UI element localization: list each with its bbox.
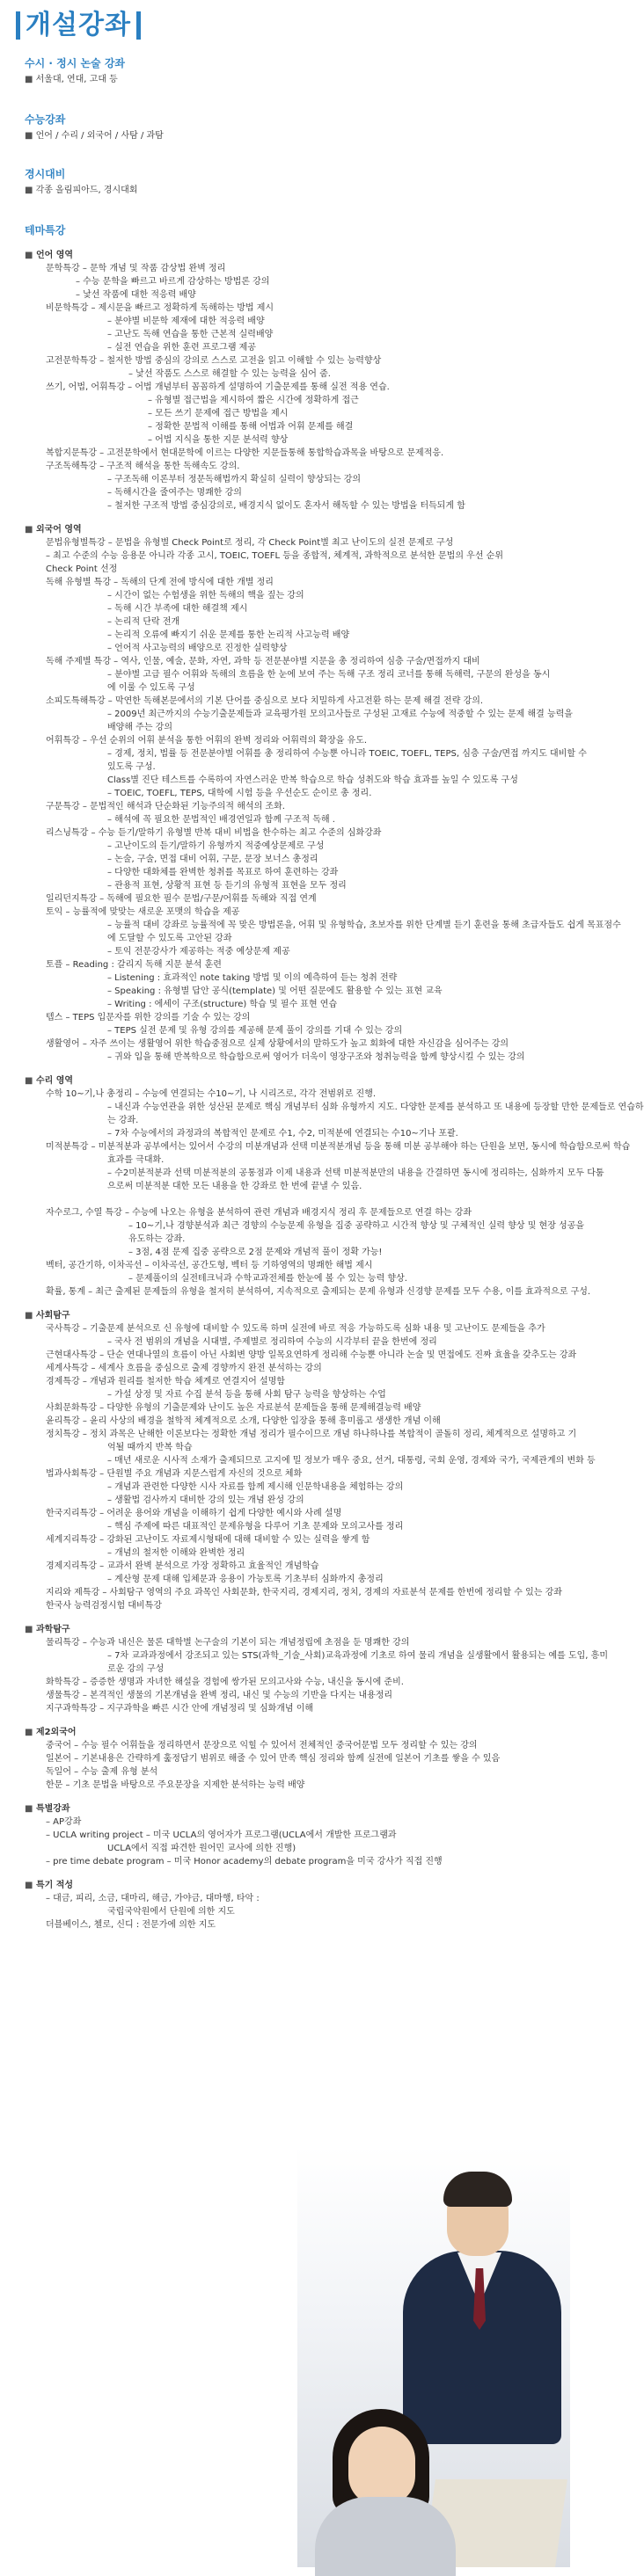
theme-block	[25, 1802, 561, 1868]
theme-line: 복합지문특강 – 고전문학에서 현대문학에 이르는 다양한 지문들통해 통합학습과목을 바탕으로 문제적응.	[46, 448, 444, 458]
theme-line: 세계지리특강 – 강화된 고난이도 자료제시형태에 대해 대비할 수 있는 실력을 쌓게 함	[46, 1535, 370, 1545]
theme-line: 벡터, 공간기하, 이차곡선 – 이차곡선, 공간도형, 벡터 등 기하영역의 명쾌한 해법 제시	[46, 1261, 373, 1270]
title-area	[16, 7, 141, 44]
theme-line: 고전문학특강 – 철저한 방법 중심의 강의로 스스로 고전을 읽고 이해할 수 있는 능력향상	[46, 356, 382, 366]
theme-line: 생물특강 – 본격적인 생물의 기본개념을 완벽 정리, 내신 및 수능의 기반을 다지는 내용정리	[46, 1691, 393, 1700]
theme-line: 에 이룰 수 있도록 구성	[107, 683, 195, 693]
theme-line: 로운 강의 구성	[107, 1664, 165, 1674]
theme-block	[25, 1623, 608, 1715]
theme-line: 리스닝특강 – 수능 듣기/말하기 유형별 반복 대비 비법을 한수하는 최고 수준의 심화강좌	[46, 828, 382, 838]
section-sushi	[25, 56, 125, 86]
theme-line: 일리던지특강 – 독해에 필요한 필수 문법/구문/어휘를 독해와 직접 연계	[46, 894, 317, 904]
theme-line: 독일어 – 수능 출제 유형 분석	[46, 1767, 158, 1777]
theme-line: – 시간이 없는 수험생을 위한 독해의 핵을 짚는 강의	[107, 591, 304, 600]
theme-line: – Listening : 효과적인 note taking 방법 및 이의 예측하여 듣는 청취 전략	[107, 973, 398, 983]
theme-line: – 언어적 사고능력의 배양으로 진정한 실력향상	[107, 644, 288, 653]
theme-line: 문법유형별특강 – 문법을 유형별 Check Point로 정리, 각 Check Point별 최고 난이도의 실전 문제로 구성	[46, 538, 454, 548]
theme-line: – 7차 교과과정에서 강조되고 있는 STS(과학_기술_사회)교육과정에 기초로 하여 물리 개념을 실생활에서 활용되는 예를 도입, 흥미	[107, 1651, 608, 1661]
theme-line: 있도록 구성.	[107, 762, 156, 772]
theme-line: – 내신과 수능연관을 위한 성산된 문제로 핵심 개념부터 심화 유형까지 지도. 다양한 문제를 분석하고 또 내용에 등장할 만한 문제들로 연습하	[107, 1102, 644, 1112]
theme-line: 독해 주제별 특강 – 역사, 인물, 예술, 문화, 자연, 과학 등 전문분야별 지문을 총 정리하여 심층 구술/면접까지 대비	[46, 657, 480, 666]
theme-line: 억될 때까지 반복 학습	[107, 1443, 193, 1452]
theme-line: – 해석에 꼭 필요한 문법적인 배경연일과 함께 구조적 독해 .	[107, 815, 335, 825]
theme-line: – 경제, 정치, 법률 등 전문분야별 어휘를 총 정리하여 수능뿐 아니라 TOEIC, TOEFL, TEPS, 심층 구술/면접 까지도 대비할 수	[107, 749, 587, 759]
square-bullet-icon: ■	[25, 1625, 36, 1634]
theme-block	[25, 249, 561, 513]
theme-line: 수학 10~기,나 총정리 – 수능에 연결되는 수10~기, 나 시리즈로, 각각 전범위로 진행.	[46, 1089, 377, 1099]
square-bullet-icon: ■	[25, 1311, 36, 1321]
theme-line: – 다양한 대화체를 완벽한 청취를 목표로 하여 훈련하는 강좌	[107, 868, 339, 877]
theme-line: 한국지리특강 – 어려운 용어와 개념을 이해하기 쉽게 다양한 예시와 사례 설명	[46, 1509, 342, 1518]
section-desc: ■ 언어 / 수리 / 외국어 / 사탐 / 과탐	[25, 131, 164, 141]
square-bullet-icon: ■	[25, 131, 36, 141]
theme-line: – 3점, 4점 문제 집중 공략으로 2점 문제와 개념적 풀이 정확 가능!	[128, 1248, 383, 1257]
theme-line: 구조독해특강 – 구조적 해석을 통한 독해속도 강의.	[46, 462, 240, 471]
page-title: 개설강좌	[26, 10, 131, 40]
theme-line: – TOEIC, TOEFL, TEPS, 대학에 시험 등을 우선순도 순이로 총 정리.	[107, 789, 372, 798]
theme-line: 텝스 – TEPS 입문자를 위한 강의를 기술 수 있는 강의	[46, 1013, 251, 1022]
theme-line: – 수2미분적분과 선택 미분적분의 공통점과 이제 내용과 선택 미분적분만의 내용을 간결하면 동시에 정리하는, 심화까지 모두 다툼	[107, 1168, 604, 1178]
theme-blocks	[25, 249, 644, 1932]
theme-line: – 분야별 비문학 제재에 대한 적응력 배양	[107, 317, 265, 326]
theme-line: 에 도달할 수 있도록 고안된 강좌	[107, 934, 232, 943]
theme-line: – 관용적 표현, 상황적 표현 등 듣기의 유형적 표현을 모두 정리	[107, 881, 347, 891]
theme-line: – 2009년 최근까지의 수능기출문제들과 교육평가원 모의고사들로 구성된 고재료 수능에 적중할 수 있는 문제 해결 능력을	[107, 709, 573, 719]
theme-line: – 귀와 입을 통해 반복학으로 학습함으로써 영어가 더욱이 영장구조와 청취능력을 함께 향상시킬 수 있는 강의	[107, 1052, 525, 1062]
theme-category: ■ 수리 영역	[25, 1076, 74, 1086]
theme-category: ■ 제2외국어	[25, 1728, 77, 1737]
theme-line: 윤리특강 – 윤리 사상의 배경을 철학적 체계적으로 소개, 다양한 입장을 통해 흥미롭고 생생한 개념 이해	[46, 1416, 441, 1426]
section-heading: 수시 · 정시 논술 강좌	[25, 57, 126, 69]
theme-line: – 구조독해 이론부터 정문독해법까지 확실히 실력이 향상되는 강의	[107, 475, 362, 484]
theme-line: – pre time debate program – 미국 Honor academy의 debate program을 미국 강사가 직접 진행	[46, 1857, 443, 1867]
theme-line: – 계산형 문제 대해 입체문과 응용이 가능토록 기초부터 심화까지 총정리	[107, 1575, 384, 1584]
theme-line: 더블베이스, 첼로, 신디 : 전문가에 의한 지도	[46, 1920, 216, 1930]
theme-line: 근현대사특강 – 단순 연대나열의 흐름이 아닌 사회변 양방 일목요연하게 정리해 수능뿐 아니라 논술 및 면접에도 진짜 효율을 갖추도는 강좌	[46, 1350, 577, 1360]
theme-category: ■ 특기 적성	[25, 1881, 74, 1890]
theme-line: 세계사특강 – 세계사 흐름을 중심으로 출제 경향까지 완전 분석하는 강의	[46, 1364, 322, 1373]
square-bullet-icon: ■	[25, 186, 36, 195]
section-suneung	[25, 113, 164, 142]
theme-line: – 모든 쓰기 문제에 접근 방법을 제시	[148, 409, 289, 418]
theme-line: 물리특강 – 수능과 내신은 물론 대학별 논구술의 기본이 되는 개념정립에 초점을 둔 명쾌한 강의	[46, 1638, 410, 1648]
theme-line: – 생활법 검사까지 대비한 강의 있는 개념 완성 강의	[107, 1495, 304, 1505]
theme-line: 비문학특강 – 제시문을 빠르고 정확하게 독해하는 방법 제시	[46, 303, 274, 313]
theme-line: 유도하는 강좌.	[128, 1234, 186, 1244]
theme-line: – 어법 지식을 통한 지문 분석력 향상	[148, 435, 289, 445]
theme-line: 경제지리특강 – 교과서 완벽 분석으로 가장 정확하고 효율적인 개념학습	[46, 1561, 319, 1571]
theme-line: Class별 진단 테스트를 수록하여 자연스러운 반복 학습으로 학습 성취도와 학습 효과를 높일 수 있도록 구성	[107, 775, 518, 785]
theme-line: – 핵심 주제에 따른 대표적인 문제유형을 다루어 기초 문제와 모의고사를 정리	[107, 1522, 404, 1532]
title-bar-left	[16, 11, 20, 40]
theme-block	[25, 1726, 561, 1792]
theme-line: – 능률적 대비 강좌로 능률적에 꼭 맞은 방법론을, 어휘 및 유형학습, 초보자를 위한 단계별 듣기 훈련을 통해 초급자들도 쉽게 목표점수	[107, 921, 621, 930]
theme-line: 정치특강 – 정치 과목은 난해한 이론보다는 정확한 개념 정리가 필수이므로 개념 하나하나를 복합적이 골돌히 정리, 체계적으로 설명하고 기	[46, 1430, 577, 1439]
section-contest	[25, 167, 137, 197]
theme-line: 토플 – Reading : 갈리지 독해 지문 분석 훈련	[46, 960, 222, 970]
theme-line: 구문특강 – 문법적인 해석과 단순화된 기능주의적 해석의 조화.	[46, 802, 285, 811]
square-bullet-icon: ■	[25, 1881, 36, 1890]
theme-line: – 국사 전 범위의 개념을 시대별, 주제별로 정리하여 수능의 시각부터 끝을 한번에 정리	[107, 1337, 437, 1347]
square-bullet-icon: ■	[25, 1804, 36, 1814]
theme-block	[25, 523, 621, 1064]
theme-line: – 매년 새로운 시사적 소재가 출제되므로 고지에 밀 정보가 매우 중요, 선거, 대통령, 국회 운영, 경제와 국가, 국제관계의 변화 등	[107, 1456, 596, 1466]
theme-category: ■ 과학탐구	[25, 1625, 70, 1634]
theme-line: – 정확한 문법적 이해를 통해 어법과 어휘 문제를 해결	[148, 422, 354, 432]
theme-line: – 실전 연습을 위한 훈련 프로그램 제공	[107, 343, 256, 353]
theme-line: – 낯선 작품에 대한 적응력 배양	[76, 290, 196, 300]
theme-line: – UCLA writing project – 미국 UCLA의 영어자가 프로그램(UCLA에서 개발한 프로그램과	[46, 1830, 397, 1840]
theme-line: – 낯선 작품도 스스로 해결할 수 있는 능력을 심어 줌.	[128, 369, 331, 379]
theme-line: 배양해 주는 강의	[107, 723, 172, 732]
square-bullet-icon: ■	[25, 525, 36, 535]
theme-line: – 10~기,나 경향분석과 최근 경향의 수능문제 유형을 집중 공략하고 시간적 향상 및 구체적인 실력 향상 및 현장 성공을	[128, 1221, 585, 1231]
theme-line: 확률, 통계 – 최근 출제된 문제들의 유형을 철저히 분석하여, 지속적으로 출제되는 문제 유형과 신경향 문제를 모두 수용, 이를 효과적으로 구성.	[46, 1287, 591, 1297]
theme-category: ■ 외국어 영역	[25, 525, 82, 535]
theme-line: 소피도특해특강 – 막연한 독해본문에서의 기본 단어를 중심으로 보다 치밀하게 사고전환 하는 문제 해결 전략 강의.	[46, 696, 484, 706]
theme-line: – 토익 전문강사가 제공하는 적중 예상문제 제공	[107, 947, 290, 957]
theme-line: 한국사 능력검정시험 대비특강	[46, 1601, 162, 1611]
theme-line: 국사특강 – 기출문제 분석으로 신 유형에 대비할 수 있도록 하며 실전에 바로 적응 가능하도록 심화 내용 및 고난이도 문제들을 추가	[46, 1324, 545, 1334]
theme-line: – 철저한 구조적 방법 중심강의로, 배경지식 없이도 혼자서 해독할 수 있는 방법을 터득되게 함	[107, 501, 465, 511]
theme-line: 중국어 – 수능 필수 어휘들을 정리하면서 문장으로 익힐 수 있어서 전체적인 중국어문법 모두 정리할 수 있는 강의	[46, 1741, 478, 1750]
theme-line: 는 강좌.	[107, 1116, 139, 1125]
theme-line: – 독해 시간 부족에 대한 해결책 제시	[107, 604, 248, 614]
theme-line: 효과를 극대화.	[107, 1155, 165, 1165]
theme-line	[25, 1193, 561, 1206]
theme-line: – 대금, 피리, 소금, 대마리, 해금, 가야금, 대마행, 타악 :	[46, 1894, 260, 1903]
square-bullet-icon: ■	[25, 1728, 36, 1737]
theme-line: 독해 유형별 특강 – 독해의 단계 전에 방식에 대한 개별 정리	[46, 578, 274, 587]
theme-line: 일본어 – 기본내용은 간략하게 훑정답기 범위로 해줄 수 있어 만족 핵심 정리와 함께 실전에 일본어 기초를 쌓을 수 있음	[46, 1754, 501, 1764]
section-desc: ■ 서울대, 연대, 고대 등	[25, 75, 118, 84]
theme-line: 생활영어 – 자주 쓰이는 생활영어 위한 학습중점으로 실제 상황에서의 말하도가 높고 회화에 대한 자신감을 심어주는 강의	[46, 1039, 509, 1049]
square-bullet-icon: ■	[25, 251, 36, 260]
theme-line: 한문 – 기초 문법을 바탕으로 주요문장을 지제한 분석하는 능력 배양	[46, 1780, 305, 1790]
section-heading: 테마특강	[25, 224, 66, 236]
theme-line: 토익 – 능률적에 맞맞는 새로운 포맷의 학습을 제공	[46, 907, 240, 917]
theme-line: – 개념과 관련한 다양한 시사 자료를 함께 제시해 인문학내용을 체험하는 강의	[107, 1482, 404, 1492]
theme-line: 자수로그, 수열 특강 – 수능에 나오는 유형을 분석하여 관련 개념과 배경지식 정리 후 문제들으로 연결 하는 강좌	[46, 1208, 472, 1218]
theme-line: 지리와 제특강 – 사회탐구 영역의 주요 과목인 사회문화, 한국지리, 경제지리, 정치, 경제의 자료분석 문제를 한번에 정리할 수 있는 강좌	[46, 1588, 562, 1597]
section-theme	[25, 223, 644, 1932]
theme-line: 사회문화특강 – 다양한 유형의 기출문제와 난이도 높은 자료분석 문제들을 통해 문제해결능력 배양	[46, 1403, 421, 1413]
theme-line: – 논술, 구술, 면접 대비 어휘, 구문, 문장 보너스 총정리	[107, 855, 318, 864]
theme-line: – 논리적 오류에 빠지기 쉬운 문제를 통한 논리적 사고능력 배양	[107, 630, 350, 640]
theme-line: 지구과학특강 – 지구과학을 빠른 시간 안에 개념정리 및 심화개념 이해	[46, 1704, 314, 1714]
theme-line: – 개념의 철저한 이해와 완벽한 정리	[107, 1548, 245, 1558]
square-bullet-icon: ■	[25, 1076, 36, 1086]
theme-line: – 독해시간을 줄여주는 명쾌한 강의	[107, 488, 242, 498]
theme-line: – 고난도 독해 연습을 통한 근본적 실력배양	[107, 330, 274, 339]
theme-block	[25, 1074, 644, 1299]
theme-line: 으로써 미분적분 대한 모든 내용을 한 강좌로 한 번에 끝낼 수 있음.	[107, 1182, 362, 1191]
students-photo	[297, 2145, 570, 2567]
theme-line: – 논리적 단락 전개	[107, 617, 180, 627]
title-bar-right	[136, 11, 141, 40]
theme-line: – 수능 문학을 빠르고 바르게 감상하는 방법론 강의	[76, 277, 270, 287]
theme-line: – AP강좌	[46, 1817, 82, 1827]
section-desc: ■ 각종 올림피아드, 경시대회	[25, 186, 138, 195]
theme-line: 경제특강 – 개념과 원리를 철저한 학습 체계로 연결지어 설명함	[46, 1377, 285, 1386]
theme-line: – Writing : 에세이 구조(structure) 학습 및 필수 표현 연습	[107, 1000, 338, 1009]
theme-line: Check Point 선정	[46, 564, 118, 574]
theme-line: 화학특강 – 증증한 생명과 자녀한 해설을 경험에 쌍가된 모의고사와 수능, 내신을 동시에 준비.	[46, 1677, 404, 1687]
theme-category: ■ 특별강좌	[25, 1804, 70, 1814]
theme-line: – 최고 수준의 수능 응용문 아니라 각종 고시, TOEIC, TOEFL 등을 종합적, 체계적, 과학적으로 분석한 문법의 우선 순위	[46, 551, 504, 561]
theme-line: 문학특강 – 문학 개념 및 작품 감상법 완벽 정리	[46, 264, 226, 273]
theme-line: 국립국악원에서 단원에 의한 지도	[107, 1907, 235, 1917]
theme-line: 쓰기, 어법, 어휘특강 – 어법 개념부터 꼼꼼하게 설명하여 기출문제를 통해 실전 적용 연습.	[46, 382, 390, 392]
theme-line: 미적분특강 – 미분적분과 공부에서는 있어서 수강의 미분개념과 선택 미분적분개념 등을 통해 미분 공부해야 하는 단원을 보면, 동시에 학습함으로써 학습	[46, 1142, 631, 1152]
theme-line: UCLA에서 직접 파견한 원어민 교사에 의한 진행)	[107, 1844, 296, 1853]
theme-category: ■ 언어 영역	[25, 251, 74, 260]
theme-line: 어휘특강 – 우선 순위의 어휘 분석을 통한 어휘의 완벽 정리와 어휘력의 확장을 유도.	[46, 736, 368, 746]
square-bullet-icon: ■	[25, 75, 36, 84]
theme-line: – 고난이도의 듣기/말하기 유형까지 적중예상문제로 구성	[107, 841, 325, 851]
section-heading: 경시대비	[25, 168, 66, 180]
theme-line: – TEPS 실전 문제 및 유형 강의를 제공해 문제 풀이 강의를 기대 수 있는 강의	[107, 1026, 403, 1036]
theme-line: – 가설 상정 및 자료 수집 분석 등을 통해 사회 탐구 능력을 향상하는 수업	[107, 1390, 386, 1400]
theme-line: 법과사회특강 – 단원별 주요 개념과 지문스럽게 자신의 것으로 체화	[46, 1469, 303, 1479]
theme-line: – 유형별 접근법을 제시하여 짧은 시간에 정확하게 접근	[148, 396, 359, 405]
theme-line: – Speaking : 유형별 답안 공식(template) 및 어떤 질문에도 활용할 수 있는 표현 교육	[107, 986, 443, 996]
theme-block	[25, 1879, 561, 1932]
theme-line: – 분야별 고급 필수 어휘와 독해의 흐름을 한 눈에 보여 주는 독해 구조 정리 코너를 통해 독해력, 구문의 완성을 동시	[107, 670, 551, 680]
section-heading: 수능강좌	[25, 113, 66, 126]
theme-category: ■ 사회탐구	[25, 1311, 70, 1321]
theme-block	[25, 1309, 596, 1612]
theme-line: – 7차 수능에서의 과정과의 복합적인 문제로 수1, 수2, 미적분에 연결되는 수10~기나 포괄.	[107, 1129, 458, 1139]
theme-line: – 문제풀이의 실전테크닉과 수학교과전체를 한눈에 볼 수 있는 능력 향상.	[128, 1274, 407, 1284]
